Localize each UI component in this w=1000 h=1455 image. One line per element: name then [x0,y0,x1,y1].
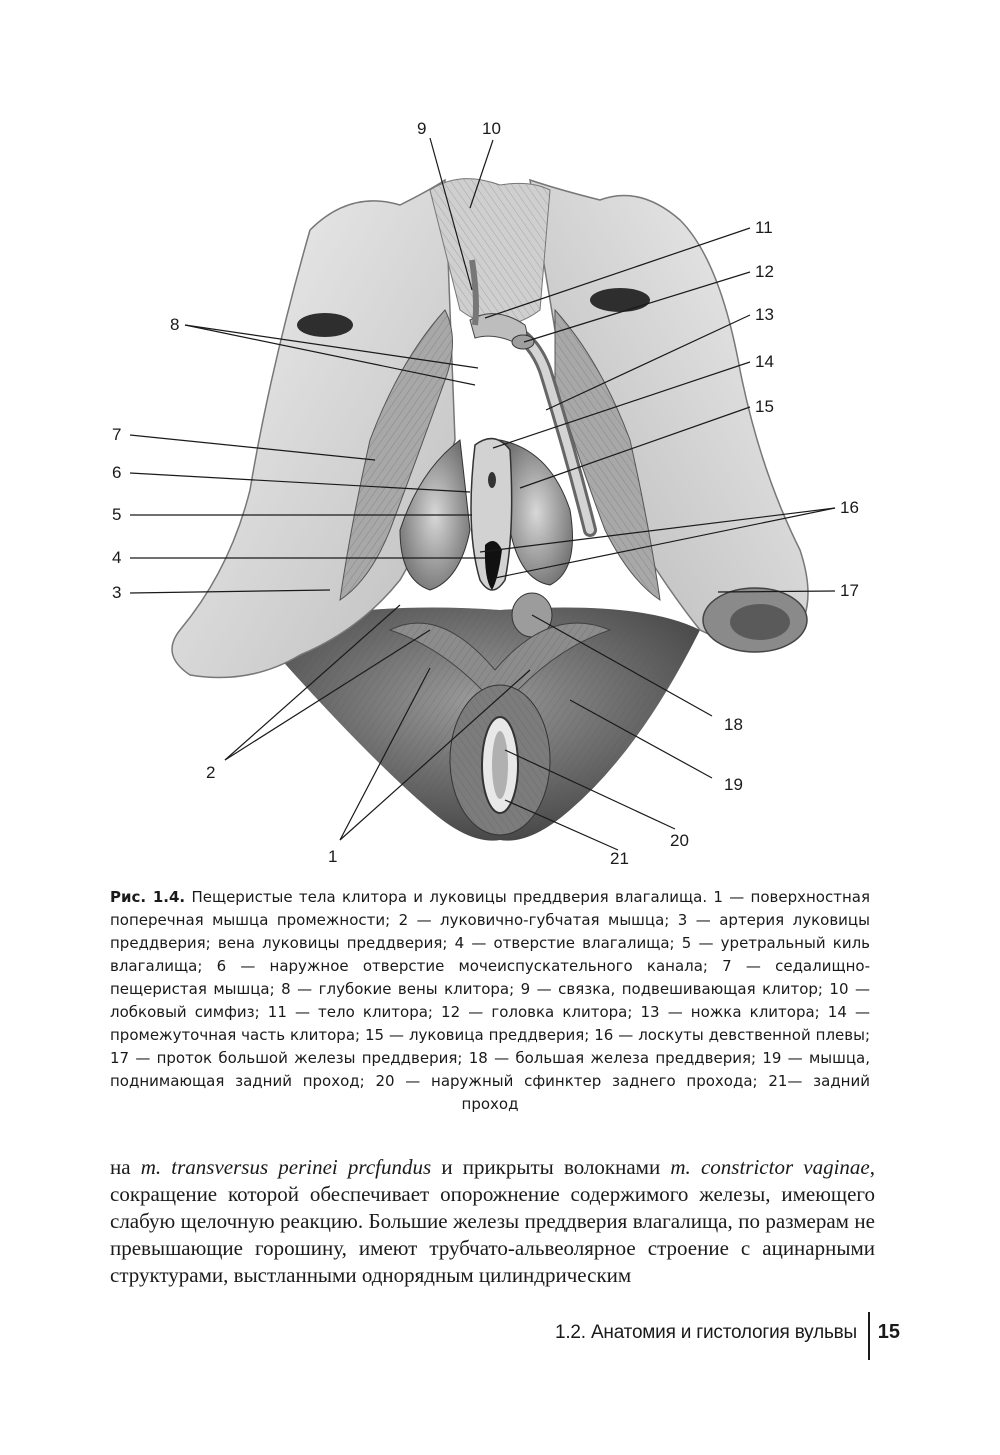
label-2: 2 [206,763,216,782]
label-7: 7 [112,425,122,444]
label-13: 13 [755,305,774,324]
body-paragraph [110,1154,875,1289]
label-6: 6 [112,463,122,482]
body-part-2: и прикрыты волокнами [431,1155,671,1179]
section-title: 1.2. Анатомия и гистология вульвы [554,1322,857,1343]
label-10: 10 [482,119,501,138]
label-12: 12 [755,262,774,281]
label-8: 8 [170,315,180,334]
anatomy-illustration [100,110,900,870]
label-11: 11 [755,218,773,237]
label-21: 21 [610,849,629,868]
label-9: 9 [417,119,427,138]
label-5: 5 [112,505,122,524]
caption-prefix: Рис. 1.4. [110,888,186,906]
label-19: 19 [724,775,743,794]
caption-text: Пещеристые тела клитора и луковицы преддверия влагалища. 1 — поверхностная поперечная мышца промежности; 2 — луковично-губчатая мышца; 3 — артерия луковицы преддверия; вена луковицы преддверия; 4 — отверстие влагалища; 5 — уретральный киль влагалища; 6 — наружное отверстие мочеиспускательного канала; 7 — седалищно-пещеристая мышца; 8 — глубокие вены клитора; 9 — связка, подвешивающая клитор; 10 — лобковый симфиз; 11 — тело клитора; 12 — головка клитора; 13 — ножка клитора; 14 — промежуточная часть клитора; 15 — луковица преддверия; 16 — лоскуты девственной плевы; 17 — проток большой железы преддверия; 18 — большая железа преддверия; 19 — мышца, поднимающая задний проход; 20 — наружный сфинктер заднего прохода; 21— задний проход [110,888,870,1113]
running-footer [500,1310,900,1360]
clitoris-glans [512,335,534,349]
label-17: 17 [840,581,859,600]
footer-divider [868,1312,870,1360]
figure-caption [110,886,870,1116]
label-14: 14 [755,352,774,371]
label-16: 16 [840,498,859,517]
label-1: 1 [328,847,338,866]
label-3: 3 [112,583,122,602]
latin-term-1: m. transversus perinei prcfundus [140,1155,432,1179]
label-20: 20 [670,831,689,850]
body-part-3: , сокращение которой обеспечивает опорожнение содержимого железы, имеющего слабую щелочную реакцию. Большие железы преддверия влагалища, по размерам не превышающие горошину, имеют трубчато-альвеолярное строение с ацинарными структурами, выстланными однорядным цилиндрическим [110,1155,875,1287]
label-15: 15 [755,397,774,416]
anatomy-figure [100,110,900,870]
label-4: 4 [112,548,122,567]
urethral-opening [488,472,496,488]
latin-term-2: m. constrictor vaginae [670,1155,870,1179]
body-part-1: на [110,1155,141,1179]
page-number: 15 [877,1321,900,1343]
label-18: 18 [724,715,743,734]
